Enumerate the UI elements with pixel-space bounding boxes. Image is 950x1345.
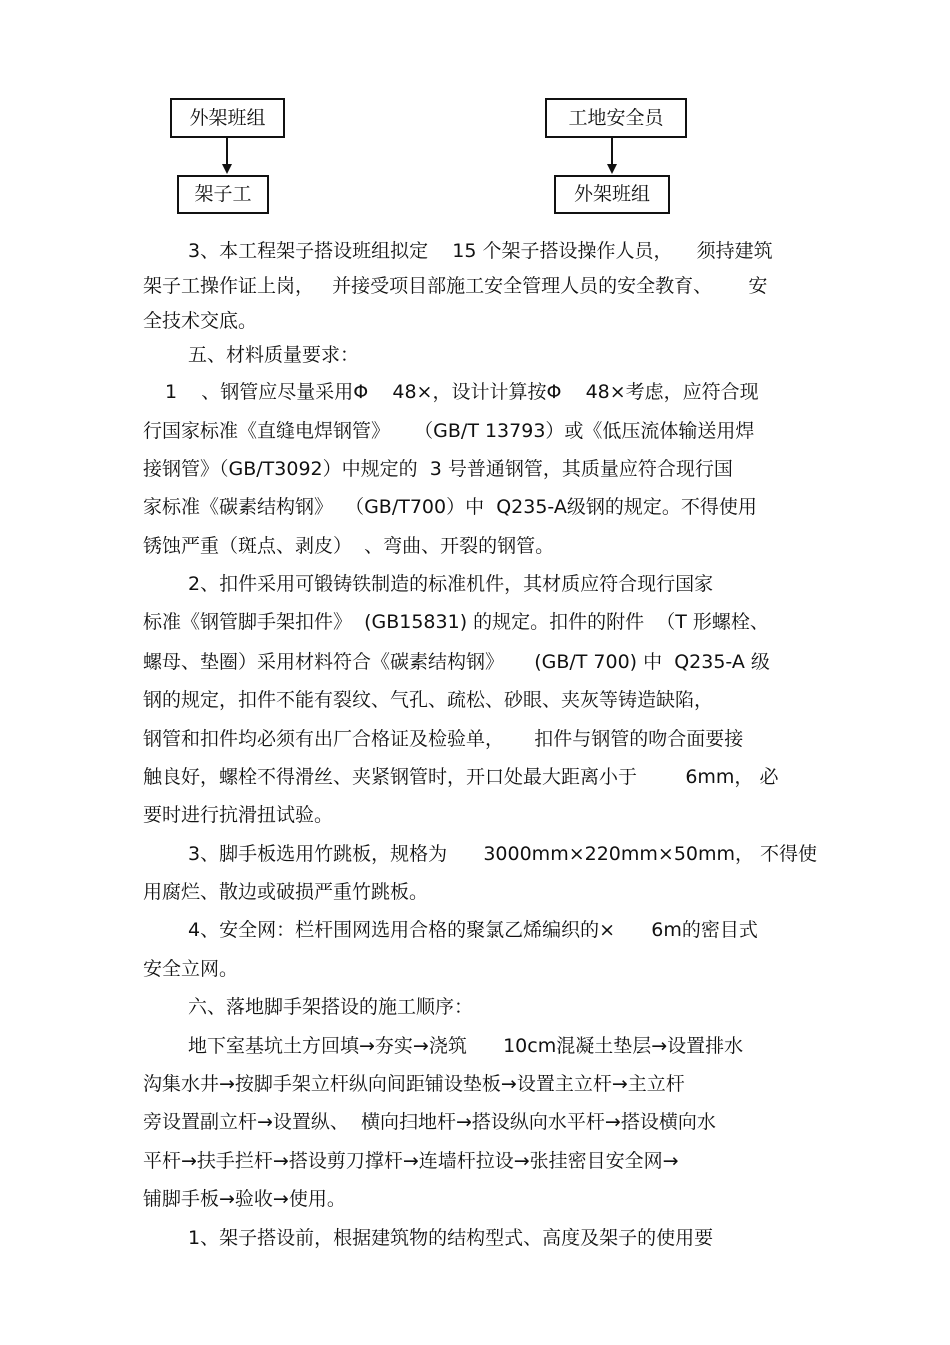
left-bottom-box <box>177 175 269 214</box>
text-line: 钢管和扣件均必须有出厂合格证及检验单， 扣件与钢管的吻合面要接 <box>143 728 744 750</box>
text-line: 锈蚀严重（斑点、剥皮） 、弯曲、开裂的钢管。 <box>143 535 555 557</box>
text-line: 4、安全网：栏杆围网选用合格的聚氯乙烯编织的× 6m的密目式 <box>188 919 758 941</box>
text-line: 安全立网。 <box>143 958 239 980</box>
left-arrow-head <box>222 164 232 174</box>
text-line: 要时进行抗滑扭试验。 <box>143 804 334 826</box>
text-line: 家标准《碳素结构钢》 （GB/T700）中 Q235-A级钢的规定。不得使用 <box>143 496 757 518</box>
text-line: 螺母、垫圈）采用材料符合《碳素结构钢》 (GB/T 700) 中 Q235-A 级 <box>143 651 770 673</box>
text-line: 地下室基坑土方回填→夯实→浇筑 10cm混凝土垫层→设置排水 <box>188 1035 744 1057</box>
text-line: 3、本工程架子搭设班组拟定 15 个架子搭设操作人员， 须持建筑 <box>188 240 773 262</box>
text-line: 触良好，螺栓不得滑丝、夹紧钢管时，开口处最大距离小于 6mm， 必 <box>143 766 779 788</box>
text-line: 沟集水井→按脚手架立杆纵向间距铺设垫板→设置主立杆→主立杆 <box>143 1073 685 1095</box>
right-bottom-box <box>554 175 670 214</box>
text-line: 行国家标准《直缝电焊钢管》 （GB/T 13793）或《低压流体输送用焊 <box>143 420 755 442</box>
text-line: 铺脚手板→验收→使用。 <box>143 1188 346 1210</box>
left-arrow-line <box>226 138 228 166</box>
left-top-box <box>170 98 285 138</box>
right-bottom-label: 外架班组 <box>573 183 650 205</box>
text-line: 用腐烂、散边或破损严重竹跳板。 <box>143 881 429 903</box>
right-arrow-line <box>611 138 613 166</box>
text-line: 1、架子搭设前，根据建筑物的结构型式、高度及架子的使用要 <box>188 1227 714 1249</box>
right-top-box <box>545 98 687 138</box>
text-line: 平杆→扶手拦杆→搭设剪刀撑杆→连墙杆拉设→张挂密目安全网→ <box>143 1150 679 1172</box>
text-line: 1 、钢管应尽量采用Φ 48×，设计计算按Φ 48×考虑，应符合现 <box>165 381 759 403</box>
text-line: 钢的规定，扣件不能有裂纹、气孔、疏松、砂眼、夹灰等铸造缺陷， <box>143 689 714 711</box>
text-line: 2、扣件采用可锻铸铁制造的标准机件，其材质应符合现行国家 <box>188 573 714 595</box>
right-top-label: 工地安全员 <box>568 106 664 129</box>
left-top-label: 外架班组 <box>189 106 266 129</box>
text-line: 接钢管》（GB/T3092）中规定的 3 号普通钢管，其质量应符合现行国 <box>143 458 733 480</box>
text-line: 架子工操作证上岗， 并接受项目部施工安全管理人员的安全教育、 安 <box>143 275 768 297</box>
section-heading: 五、材料质量要求： <box>188 344 360 366</box>
right-arrow-head <box>607 164 617 174</box>
left-bottom-label: 架子工 <box>194 183 252 205</box>
section-heading: 六、落地脚手架搭设的施工顺序： <box>188 996 474 1018</box>
text-line: 全技术交底。 <box>143 310 258 332</box>
text-line: 标准《钢管脚手架扣件》 (GB15831) 的规定。扣件的附件 （T 形螺栓、 <box>143 611 769 633</box>
text-line: 3、脚手板选用竹跳板，规格为 3000mm×220mm×50mm， 不得使 <box>188 843 818 865</box>
text-line: 旁设置副立杆→设置纵、 横向扫地杆→搭设纵向水平杆→搭设横向水 <box>143 1111 716 1133</box>
